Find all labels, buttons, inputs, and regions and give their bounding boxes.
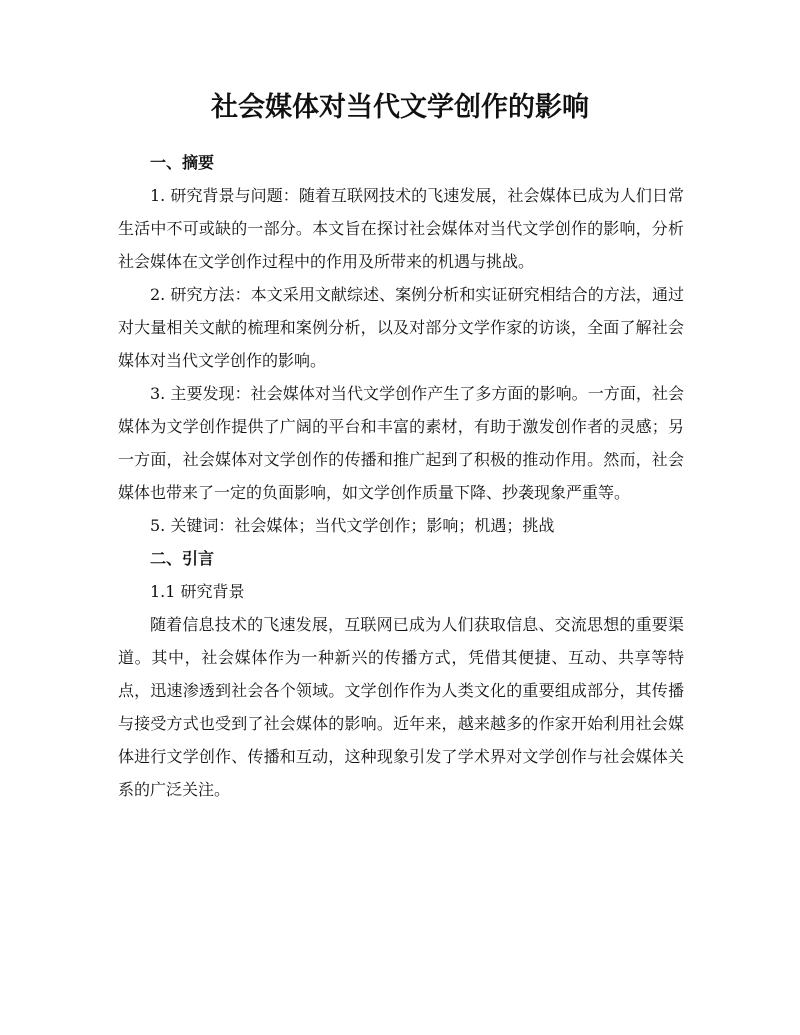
document-title: 社会媒体对当代文学创作的影响	[211, 92, 589, 123]
paragraph-introduction: 随着信息技术的飞速发展，互联网已成为人们获取信息、交流思想的重要渠道。其中，社会媒体作为一种新兴的传播方式，凭借其便捷、互动、共享等特点，迅速渗透到社会各个领域。文学创作作为人类文化的重要组成部分，其传播与接受方式也受到了社会媒体的影响。近年来，越来越多的作家开始利用社会媒体进行文学创作、传播和互动，这种现象引发了学术界对文学创作与社会媒体关系的广泛关注。	[118, 615, 684, 799]
paragraph-keywords: 5. 关键词：社会媒体；当代文学创作；影响；机遇；挑战	[150, 516, 555, 535]
document-body	[118, 146, 684, 806]
paragraph-methods: 2. 研究方法：本文采用文献综述、案例分析和实证研究相结合的方法，通过对大量相关文献的梳理和案例分析，以及对部分文学作家的访谈，全面了解社会媒体对当代文学创作的影响。	[118, 285, 684, 370]
subheading-research-background: 1.1 研究背景	[150, 582, 245, 601]
paragraph-background: 1. 研究背景与问题：随着互联网技术的飞速发展，社会媒体已成为人们日常生活中不可或缺的一部分。本文旨在探讨社会媒体对当代文学创作的影响，分析社会媒体在文学创作过程中的作用及所带来的机遇与挑战。	[118, 186, 684, 271]
section-heading-introduction: 二、引言	[150, 549, 215, 568]
paragraph-findings: 3. 主要发现：社会媒体对当代文学创作产生了多方面的影响。一方面，社会媒体为文学创作提供了广阔的平台和丰富的素材，有助于激发创作者的灵感；另一方面，社会媒体对文学创作的传播和推广起到了积极的推动作用。然而，社会媒体也带来了一定的负面影响，如文学创作质量下降、抄袭现象严重等。	[118, 384, 684, 502]
section-heading-abstract: 一、摘要	[150, 153, 215, 172]
